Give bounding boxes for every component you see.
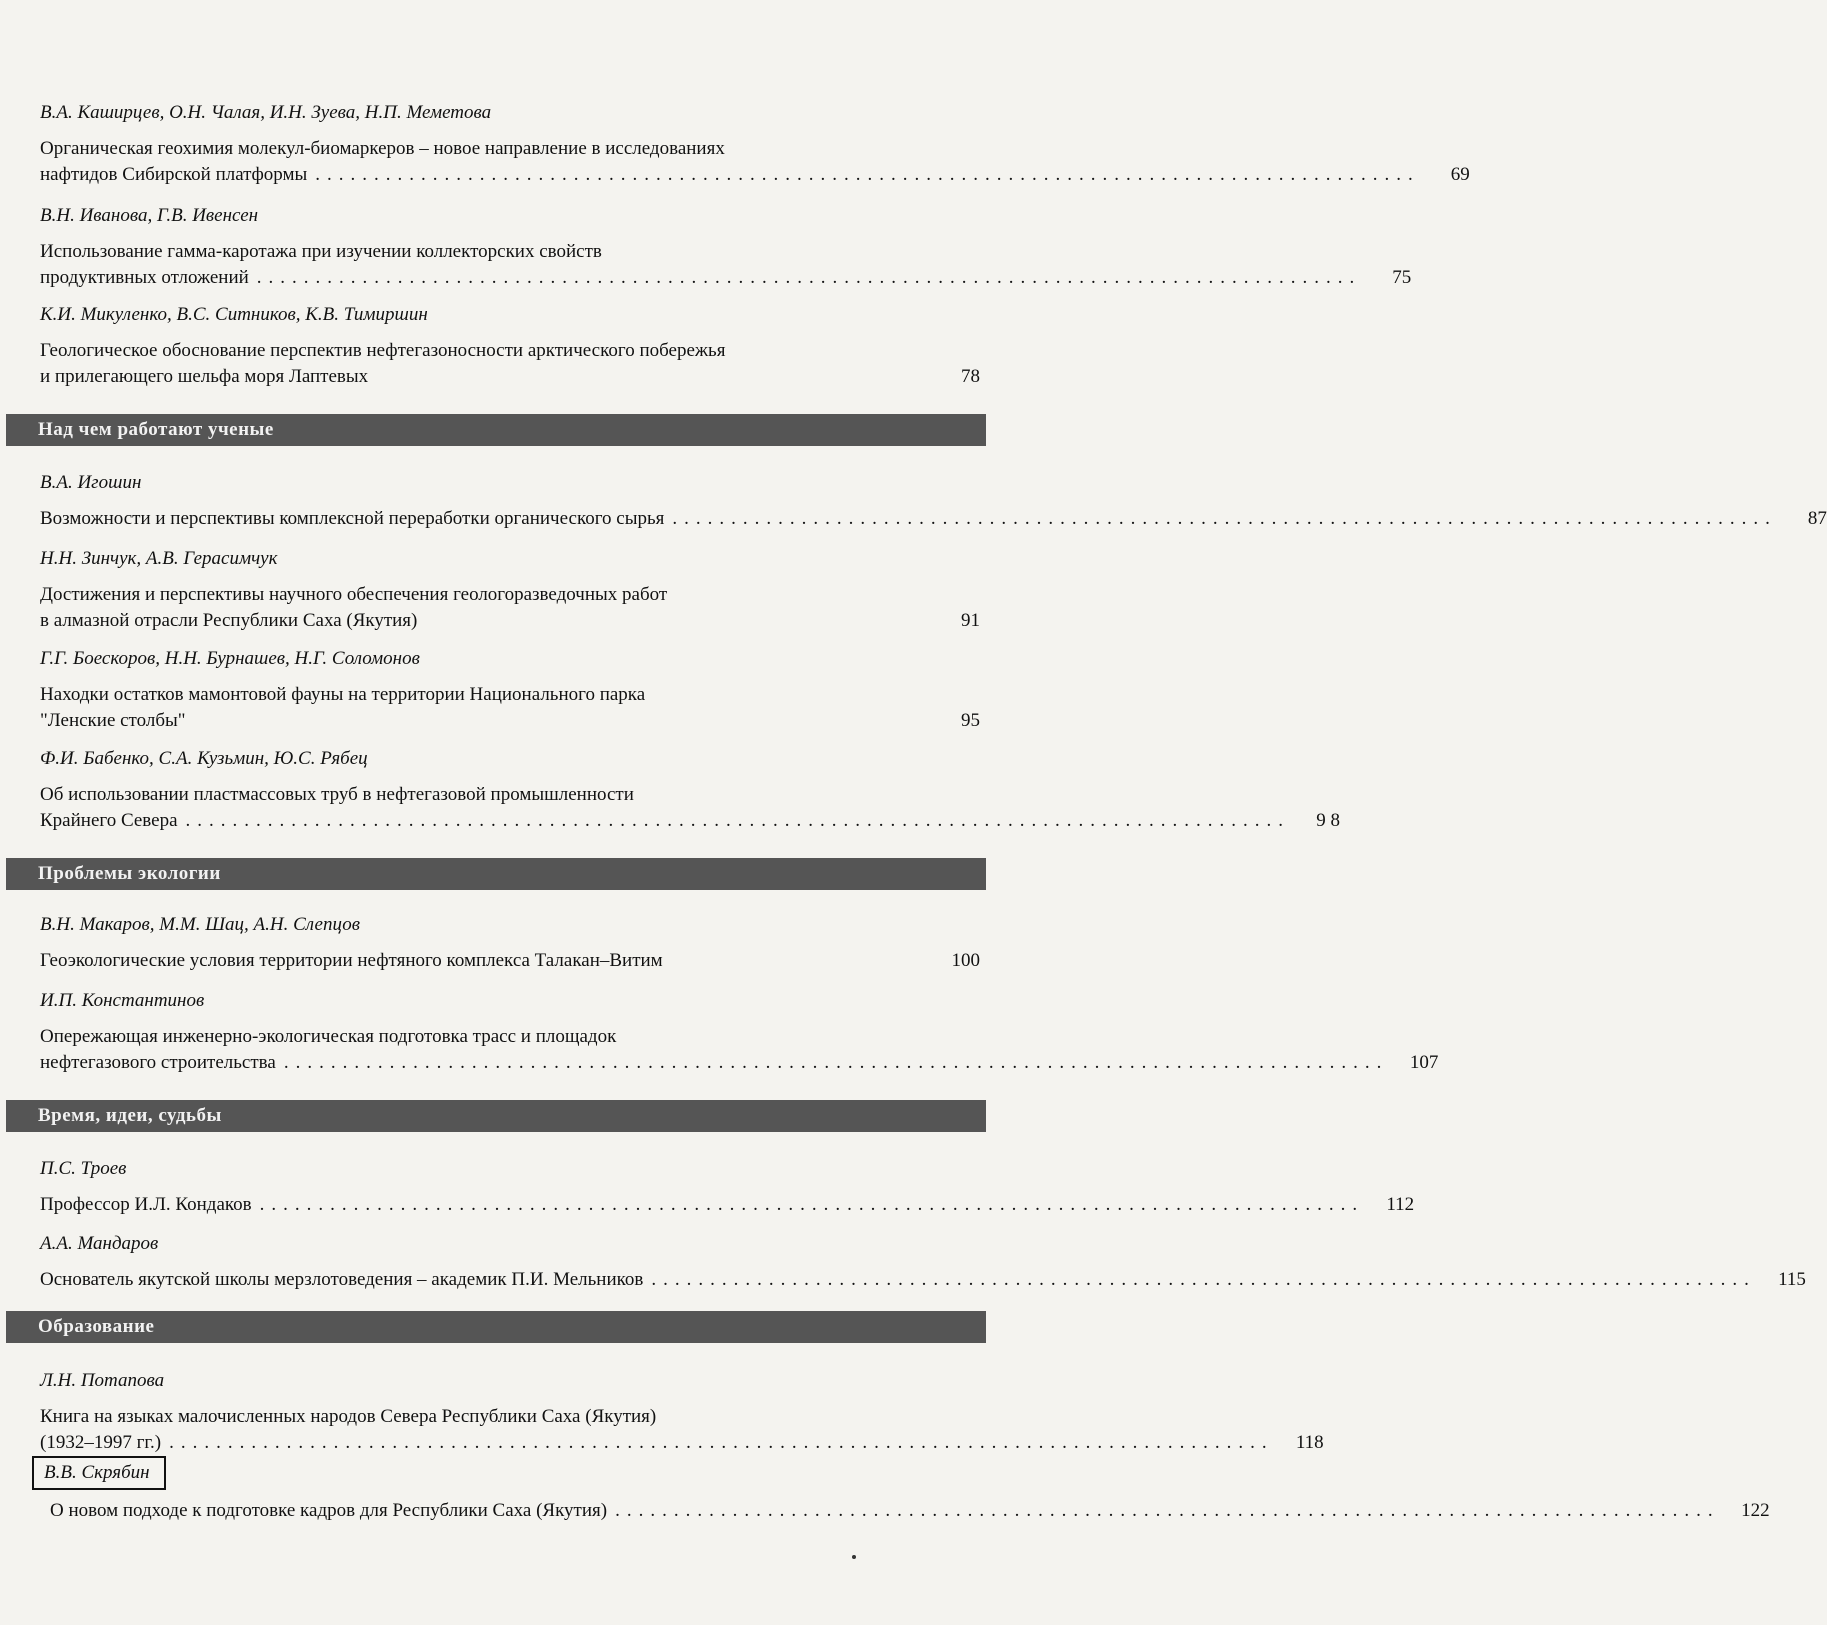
entry-authors: П.С. Троев <box>40 1158 127 1179</box>
leader-dots: .............................................................................................. <box>259 1194 1365 1215</box>
entry-title-line: Геоэкологические условия территории нефтяного комплекса Талакан–Витим <box>40 950 663 971</box>
entry-authors: В.А. Игошин <box>40 472 142 493</box>
entry-title-line: Профессор И.Л. Кондаков <box>40 1194 252 1215</box>
leader-dots: .............................................................................................. <box>651 1269 1756 1290</box>
leader-dots: .............................................................................................. <box>169 1432 1274 1453</box>
entry-authors: И.П. Константинов <box>40 990 205 1011</box>
toc-entry[interactable] <box>40 912 980 974</box>
entry-page-number: 87 <box>1807 508 1827 529</box>
entry-page-number: 9 8 <box>1316 810 1341 831</box>
entry-authors: Л.Н. Потапова <box>40 1370 165 1391</box>
entry-page-number: 115 <box>1778 1269 1806 1290</box>
leader-dots <box>194 708 930 734</box>
entry-title-line: нефтегазового строительства <box>40 1052 276 1073</box>
entry-page-number: 91 <box>961 610 980 631</box>
toc-entry[interactable] <box>40 1156 1415 1218</box>
leader-dots <box>671 948 930 974</box>
entry-title-line: в алмазной отрасли Республики Саха (Якутия) <box>40 610 418 631</box>
section-header: Образование <box>6 1311 986 1343</box>
section-header: Проблемы экологии <box>6 858 986 890</box>
entry-page-number: 100 <box>951 950 980 971</box>
entry-title-line: продуктивных отложений <box>40 267 249 288</box>
leader-dots: .............................................................................................. <box>283 1052 1389 1073</box>
entry-title-line: Крайнего Севера <box>40 810 178 831</box>
entry-title-line: Опережающая инженерно-экологическая подготовка трасс и площадок <box>40 1026 617 1047</box>
leader-dots: .............................................................................................. <box>672 508 1777 529</box>
entry-authors: А.А. Мандаров <box>40 1233 159 1254</box>
entry-title-line: Возможности и перспективы комплексной переработки органического сырья <box>40 508 665 529</box>
entry-authors: Н.Н. Зинчук, А.В. Герасимчук <box>40 548 278 569</box>
entry-authors: Ф.И. Бабенко, С.А. Кузьмин, Ю.С. Рябец <box>40 748 368 769</box>
section-header: Над чем работают ученые <box>6 414 986 446</box>
toc-entry[interactable] <box>40 1456 1770 1524</box>
entry-authors: В.А. Каширцев, О.Н. Чалая, И.Н. Зуева, Н.П. Меметова <box>40 102 492 123</box>
toc-entry[interactable] <box>40 1368 1324 1456</box>
leader-dots <box>425 608 930 634</box>
entry-page-number: 78 <box>961 366 980 387</box>
leader-dots: .............................................................................................. <box>256 267 1362 288</box>
entry-title-line: Геологическое обоснование перспектив нефтегазоносности арктического побережья <box>40 340 726 361</box>
entry-authors: Г.Г. Боескоров, Н.Н. Бурнашев, Н.Г. Соломонов <box>40 648 420 669</box>
toc-entry[interactable] <box>40 988 1439 1076</box>
toc-entry[interactable] <box>40 470 1827 532</box>
toc-entry[interactable] <box>40 302 980 390</box>
entry-title-line: Книга на языках малочисленных народов Севера Республики Саха (Якутия) <box>40 1406 657 1427</box>
toc-entry[interactable] <box>40 646 980 734</box>
entry-title-line: и прилегающего шельфа моря Лаптевых <box>40 366 369 387</box>
entry-page-number: 112 <box>1386 1194 1415 1215</box>
leader-dots <box>376 364 930 390</box>
toc-entry[interactable] <box>40 203 1412 291</box>
entry-authors: В.Н. Макаров, М.М. Шац, А.Н. Слепцов <box>40 914 360 935</box>
entry-authors-boxed: В.В. Скрябин <box>32 1456 166 1490</box>
entry-authors: В.Н. Иванова, Г.В. Ивенсен <box>40 205 259 226</box>
entry-title-line: Органическая геохимия молекул-биомаркеров – новое направление в исследованиях <box>40 138 725 159</box>
entry-page-number: 107 <box>1409 1052 1439 1073</box>
toc-entry[interactable] <box>40 100 1470 188</box>
entry-title-line: Об использовании пластмассовых труб в нефтегазовой промышленности <box>40 784 634 805</box>
leader-dots: .............................................................................................. <box>615 1500 1720 1521</box>
leader-dots: .............................................................................................. <box>315 164 1420 185</box>
entry-title-line: О новом подходе к подготовке кадров для Республики Саха (Якутия) <box>50 1500 608 1521</box>
entry-page-number: 118 <box>1295 1432 1324 1453</box>
entry-authors: К.И. Микуленко, В.С. Ситников, К.В. Тимиршин <box>40 304 428 325</box>
entry-title-line: нафтидов Сибирской платформы <box>40 164 308 185</box>
entry-title-line: Использование гамма-каротажа при изучении коллекторских свойств <box>40 241 602 262</box>
entry-title-line: (1932–1997 гг.) <box>40 1432 162 1453</box>
entry-page-number: 69 <box>1450 164 1470 185</box>
entry-page-number: 122 <box>1741 1500 1770 1521</box>
entry-title-line: Основатель якутской школы мерзлотоведения – академик П.И. Мельников <box>40 1269 644 1290</box>
entry-title-line: Достижения и перспективы научного обеспечения геологоразведочных работ <box>40 584 668 605</box>
toc-entry[interactable] <box>40 746 1341 834</box>
print-speck <box>852 1555 856 1559</box>
section-header: Время, идеи, судьбы <box>6 1100 986 1132</box>
entry-title-line: "Ленские столбы" <box>40 710 186 731</box>
entry-title-line: Находки остатков мамонтовой фауны на территории Национального парка <box>40 684 646 705</box>
entry-page-number: 95 <box>961 710 980 731</box>
leader-dots: .............................................................................................. <box>185 810 1291 831</box>
toc-entry[interactable] <box>40 546 980 634</box>
toc-entry[interactable] <box>40 1231 1806 1293</box>
entry-page-number: 75 <box>1392 267 1412 288</box>
